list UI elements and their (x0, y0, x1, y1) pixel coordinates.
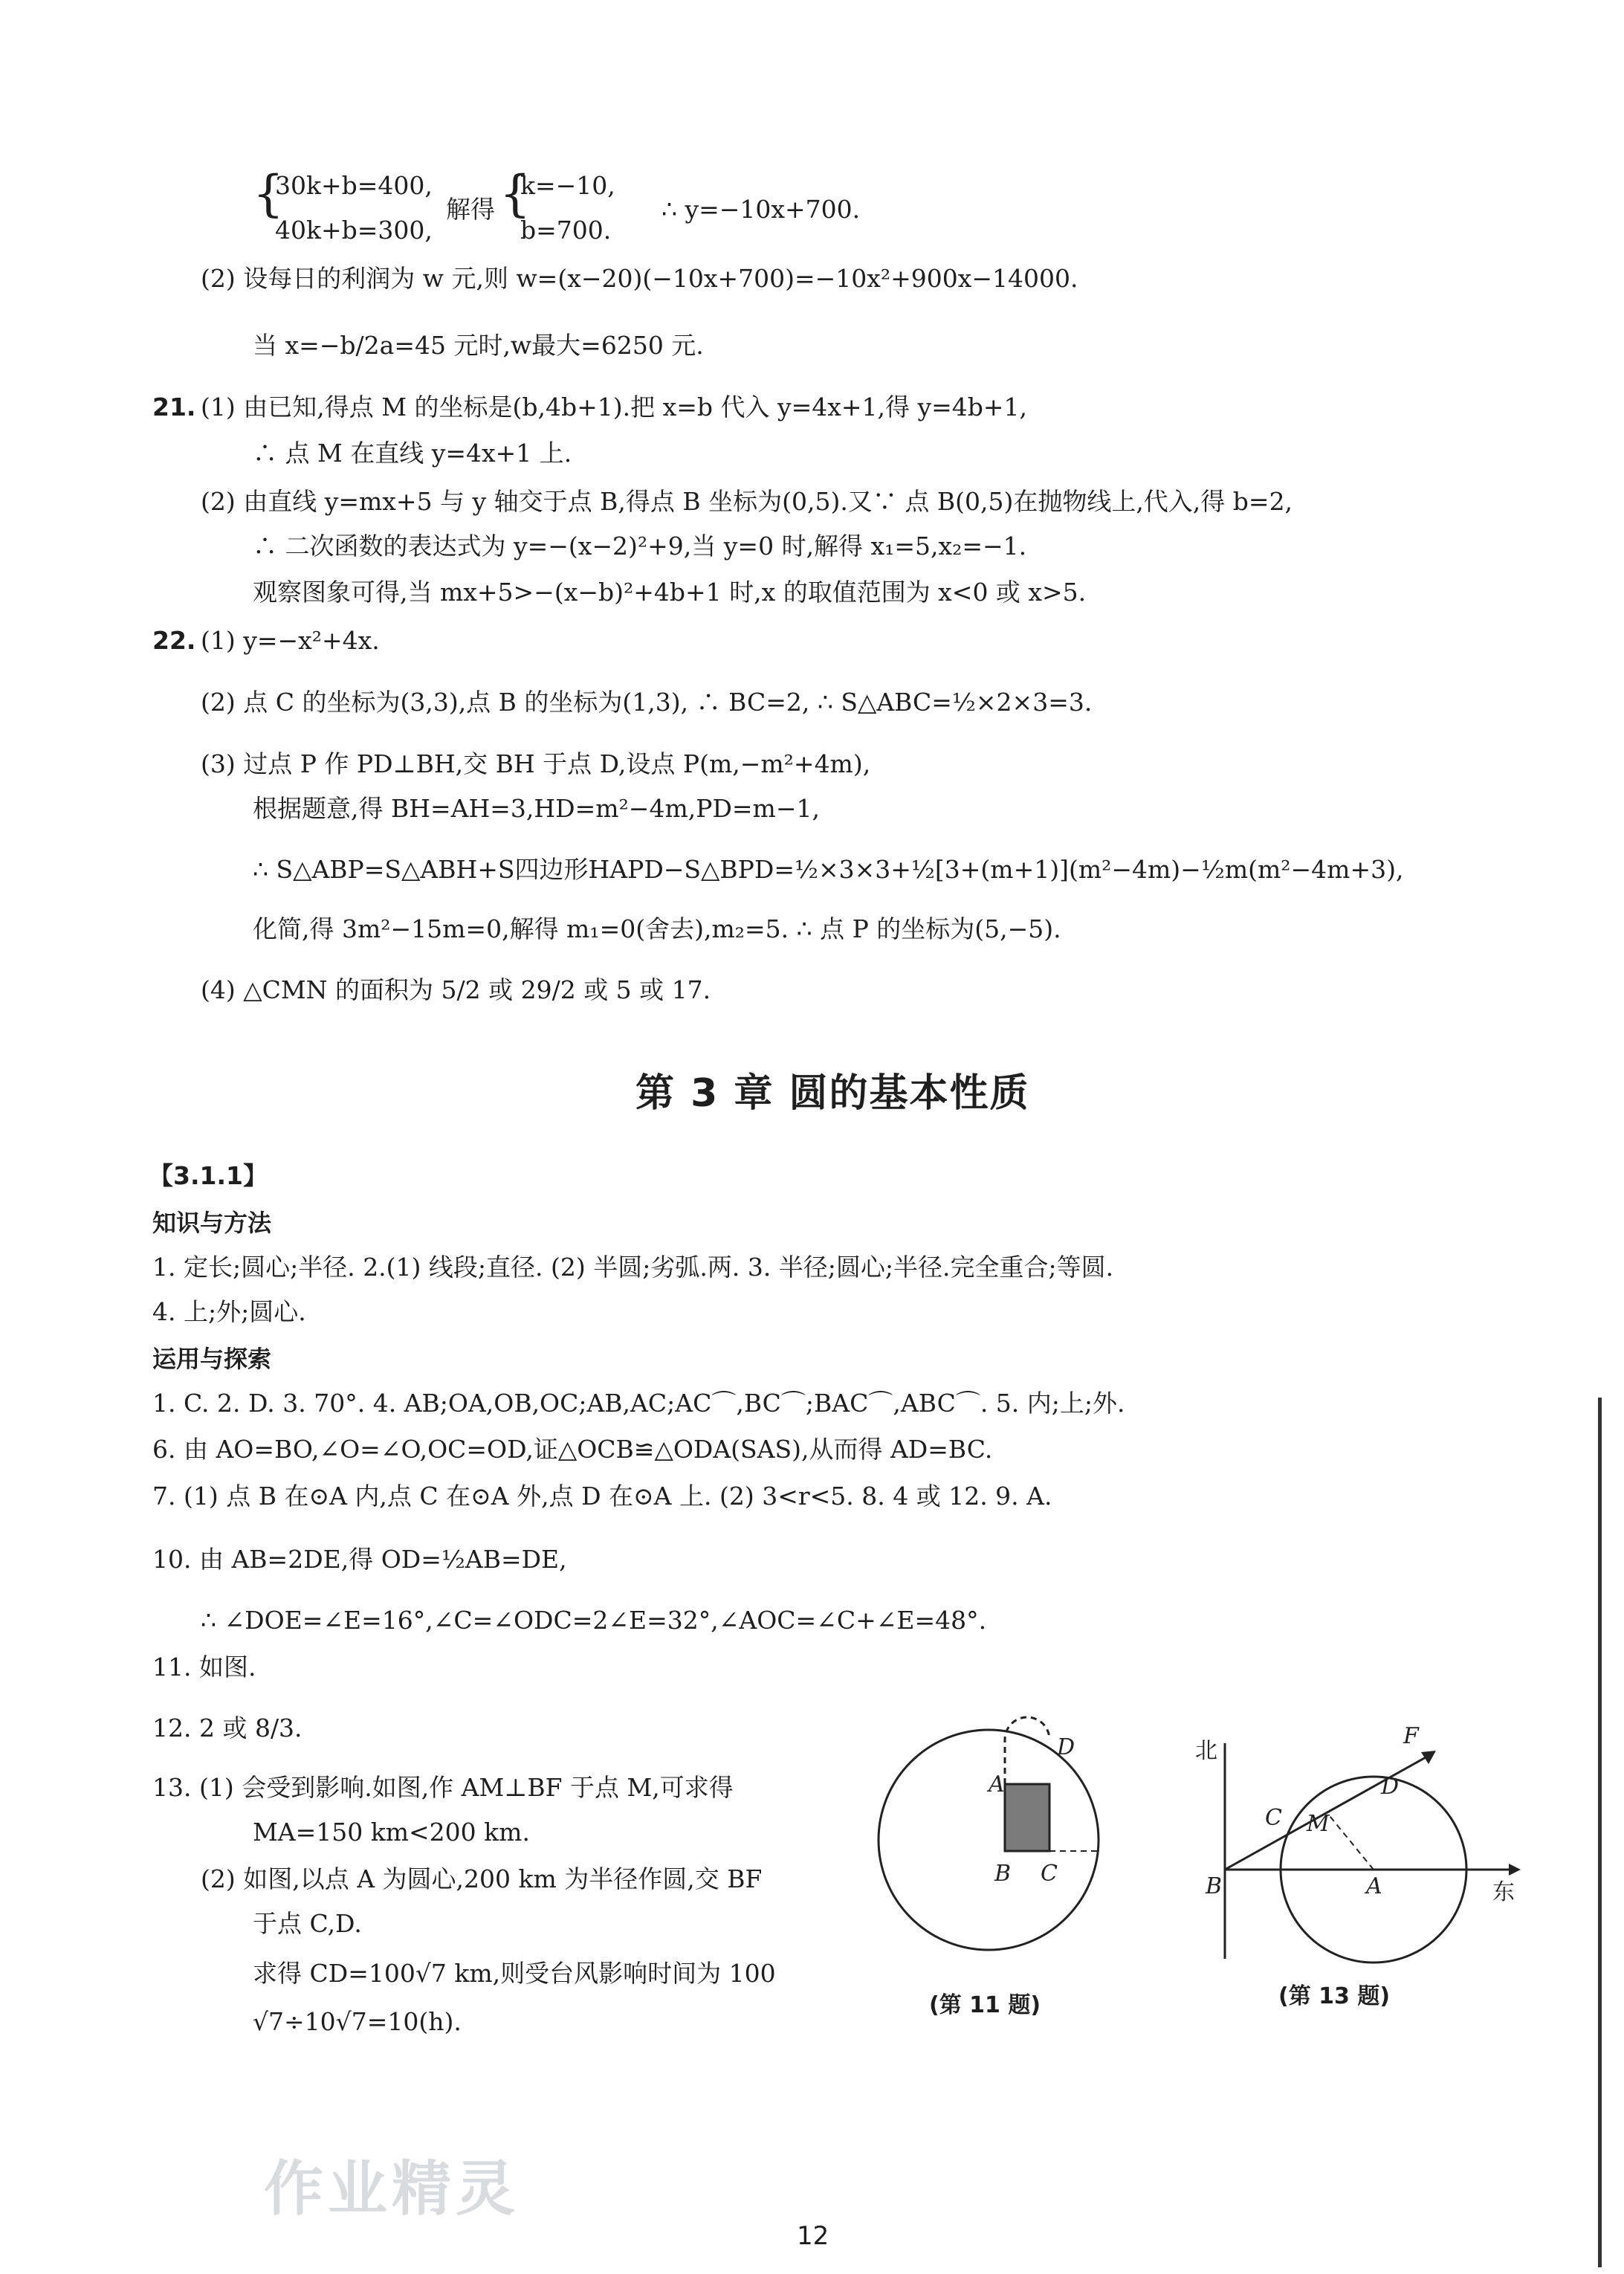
p22-l6: 化简,得 3m²−15m=0,解得 m₁=0(舍去),m₂=5. ∴ 点 P 的坐标为(5,−5). (253, 914, 1061, 943)
fig11-label-d: D (1057, 1734, 1075, 1760)
p21-l3: (2) 由直线 y=mx+5 与 y 轴交于点 B,得点 B 坐标为(0,5).又∵ 点 B(0,5)在抛物线上,代入,得 b=2, (201, 487, 1293, 516)
answer-11: 11. 如图. (152, 1653, 256, 1682)
system-eq-2: 40k+b=300, (275, 216, 433, 245)
answer-13d: 于点 C,D. (253, 1909, 362, 1938)
page-number: 12 (797, 2221, 829, 2251)
problem-number-22: 22. (152, 626, 196, 655)
answer-13f: √7÷10√7=10(h). (253, 2007, 462, 2036)
p22-l1: (1) y=−x²+4x. (201, 626, 380, 655)
answer-12: 12. 2 或 8/3. (152, 1713, 303, 1742)
fig13-label-d: D (1381, 1774, 1400, 1800)
answer-10: 10. 由 AB=2DE,得 OD=½AB=DE, (152, 1545, 567, 1574)
fig11-big-circle (879, 1730, 1099, 1950)
result-line: ∴ y=−10x+700. (661, 195, 861, 224)
fig11-label-c: C (1041, 1861, 1058, 1887)
fig11-label-a: A (989, 1771, 1005, 1797)
brace-left-2: { (499, 165, 531, 222)
fig13-label-east: 东 (1492, 1879, 1515, 1905)
p22-l2: (2) 点 C 的坐标为(3,3),点 B 的坐标为(1,3), ∴ BC=2, ∴ S△ABC=½×2×3=3. (201, 688, 1093, 717)
scan-edge-line (1598, 1398, 1602, 2267)
figure-11-caption: (第 11 题) (929, 1992, 1041, 2018)
solution-b: b=700. (520, 216, 612, 245)
p22-l4: 根据题意,得 BH=AH=3,HD=m²−4m,PD=m−1, (253, 794, 820, 823)
system-eq-1: 30k+b=400, (275, 171, 433, 200)
fig13-east-arrow-icon (1509, 1864, 1521, 1876)
chapter-title: 第 3 章 圆的基本性质 (635, 1071, 1030, 1116)
heading-knowledge: 知识与方法 (152, 1209, 272, 1237)
answer-6: 6. 由 AO=BO,∠O=∠O,OC=OD,证△OCB≌△ODA(SAS),从而得 AD=BC. (152, 1435, 993, 1464)
fig13-label-b: B (1206, 1873, 1223, 1899)
fig13-label-north: 北 (1195, 1738, 1217, 1764)
p21-l5: 观察图象可得,当 mx+5>−(x−b)²+4b+1 时,x 的取值范围为 x<0 或 x>5. (253, 578, 1087, 607)
p21-l4: ∴ 二次函数的表达式为 y=−(x−2)²+9,当 y=0 时,解得 x₁=5,x₂=−1. (253, 532, 1027, 561)
p22-l7: (4) △CMN 的面积为 5/2 或 29/2 或 5 或 17. (201, 975, 711, 1004)
solve-label: 解得 (446, 195, 495, 224)
knowledge-line-1: 1. 定长;圆心;半径. 2.(1) 线段;直径. (2) 半圆;劣弧.两. 3. 半径;圆心;半径.完全重合;等圆. (152, 1253, 1114, 1282)
fig11-upper-arc (1005, 1717, 1049, 1784)
solution-k: k=−10, (520, 171, 615, 200)
p22-l5: ∴ S△ABP=S△ABH+S四边形HAPD−S△BPD=½×3×3+½[3+(m+1)](m²−4m)−½m(m²−4m+3), (253, 855, 1404, 884)
heading-application: 运用与探索 (152, 1345, 272, 1373)
problem-number-21: 21. (152, 393, 196, 421)
p20-part2: (2) 设每日的利润为 w 元,则 w=(x−20)(−10x+700)=−10x²+900x−14000. (201, 264, 1078, 293)
p20-part2b: 当 x=−b/2a=45 元时,w最大=6250 元. (253, 331, 704, 360)
fig13-label-m: M (1307, 1811, 1330, 1837)
figure-13-caption: (第 13 题) (1278, 1983, 1391, 2009)
answer-13e: 求得 CD=100√7 km,则受台风影响时间为 100 (253, 1959, 776, 1988)
fig11-rectangle (1005, 1784, 1049, 1851)
p21-l2: ∴ 点 M 在直线 y=4x+1 上. (253, 439, 572, 468)
fig13-label-f: F (1403, 1723, 1419, 1749)
answer-13c: (2) 如图,以点 A 为圆心,200 km 为半径作圆,交 BF (201, 1864, 763, 1893)
p22-l3: (3) 过点 P 作 PD⊥BH,交 BH 于点 D,设点 P(m,−m²+4m), (201, 749, 871, 778)
fig13-ray-arrow-icon (1421, 1751, 1436, 1764)
answer-10b: ∴ ∠DOE=∠E=16°,∠C=∠ODC=2∠E=32°,∠AOC=∠C+∠E=48°. (201, 1606, 987, 1635)
answer-13a: 13. (1) 会受到影响.如图,作 AM⊥BF 于点 M,可求得 (152, 1773, 734, 1802)
figure-11 (877, 1699, 1100, 1981)
answer-1-5: 1. C. 2. D. 3. 70°. 4. AB;OA,OB,OC;AB,AC;AC⌒,BC⌒;BAC⌒,ABC⌒. 5. 内;上;外. (152, 1389, 1125, 1418)
watermark: 作业精灵 (264, 2154, 520, 2223)
fig13-label-c: C (1265, 1805, 1282, 1831)
fig11-label-b: B (994, 1861, 1012, 1887)
fig13-label-a: A (1366, 1873, 1382, 1899)
fig13-segment-am (1327, 1812, 1374, 1870)
p21-l1: (1) 由已知,得点 M 的坐标是(b,4b+1).把 x=b 代入 y=4x+1,得 y=4b+1, (201, 393, 1028, 421)
answer-13b: MA=150 km<200 km. (253, 1818, 530, 1847)
brace-left-1: { (253, 165, 284, 222)
figure-13 (1182, 1713, 1531, 1974)
knowledge-line-2: 4. 上;外;圆心. (152, 1297, 306, 1326)
section-label: 【3.1.1】 (149, 1161, 268, 1190)
answer-7-9: 7. (1) 点 B 在⊙A 内,点 C 在⊙A 外,点 D 在⊙A 上. (2) 3<r<5. 8. 4 或 12. 9. A. (152, 1482, 1052, 1511)
